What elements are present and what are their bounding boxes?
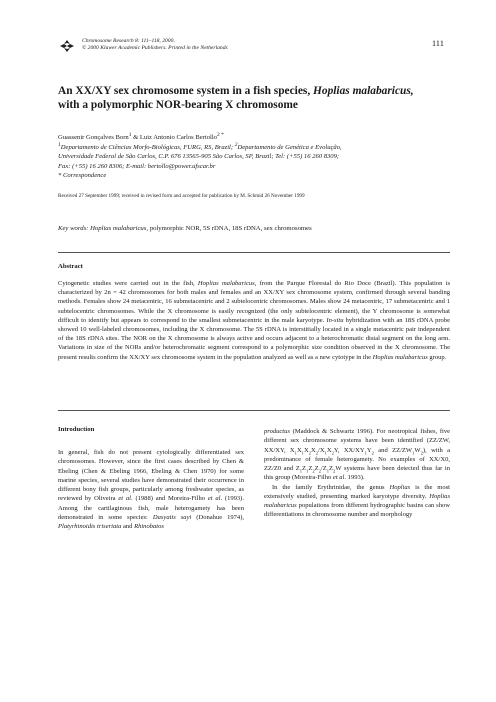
right-text: systems have been detected thus far in this group (Moreira-Filho [264,465,451,482]
correspondence-label: Correspondence [61,171,107,179]
abstract-heading: Abstract [58,263,83,270]
left-column [58,448,244,531]
abstract-text: Cytogenetic studies were carried out in the fish, [58,280,198,287]
right-text: (Maddock & Schwartz 1996). For neotropical fishes, five different sex chromosome systems have been identified (ZZ/ZW, XX/XY, X [264,428,450,454]
affiliation-1: Departamento de Ciências Morfo-Biológicas, FURG, RS, Brazil; [60,144,235,152]
correspondence-mark: * [58,171,62,179]
right-column [264,427,450,520]
intro-species: Platyrhinoidis triseriata [58,523,122,530]
divider-top [58,252,450,253]
keywords-label: Key words: [58,225,89,232]
intro-text: . (1988) and Moreira-Filho [131,495,208,503]
right-text: is the most extensively studied, presenting marked karyotype diversity. [264,483,450,500]
intro-paragraph [58,448,244,531]
affiliation-2: Departamento de Genética e Evolução, [237,144,342,152]
abstract-text: , from the Parque Florestal do Rio Doce (Brazil). This population is characterized by 2n = 42 chromosomes for both males and females and an XX/XY sex chromosome system, confirmed through several banding methods. Females show 24 metacentric, 16 submetacentric and 2 subtelocentric chromosomes. Males show 24 metacentric, 17 submetacentric and 1 subtelocentric chromosomes. While the X chromosome is easily recognized (the only subtelocentric element), the Y chromosome is somewhat difficult to identify but appears to correspond to the smallest submetacentric in the male karyotype. [58,280,450,324]
journal-citation: Chromosome Research 8: 111–118, 2000. [82,38,175,44]
intro-italic: et al [118,495,132,503]
page-number: 111 [431,38,444,48]
article-title [58,84,448,112]
intro-text: In general, fish do not present cytologically differentiated sex chromosomes. However, since the first cases described by Chen & Ebeling (Chen & Ebeling 1966, Ebeling & Chen 1970) for some marine species, several studies have demonstrated their occurrence in different bony fish groups, particularly among freshwater species, as reviewed by Oliveira [58,449,244,503]
copyright-line: © 2000 Kluwer Academic Publishers. Printed in the Netherlands [82,45,228,52]
right-species: Hoplias malabaricus [264,492,450,509]
abstract-body [58,279,450,362]
affiliations [58,141,453,180]
intro-species: Dasyatis sayi [152,513,192,521]
author-separator: & [131,134,140,142]
title-line2: with a polymorphic NOR-bearing X chromosome [58,99,298,111]
intro-text: . (1993). Among the cartilaginous fish, male heterogamety has been demonstrated in some species: [58,495,244,521]
affiliation-contact: Fax: (+55) 16 260 8306; E-mail: bertollo@power.ufscar.br [58,162,216,170]
title-line1: An XX/XY sex chromosome system in a fish species, [58,85,314,97]
author-name: Guassenir Gonçalves Born [58,134,129,142]
right-species: productus [264,428,290,435]
right-text: . 1993). [344,474,365,482]
right-paragraph-2 [264,483,450,520]
intro-text: (Donahue 1974), [191,513,245,521]
right-text: populations from different hydrographic basins can show differentiations in chromosome number and morphology [264,502,450,519]
title-species: Hoplias malabaricus, [313,85,414,97]
abstract-species: Hoplias malabaricus [197,280,255,287]
abstract-text: group. [427,353,447,361]
right-text: In the family Erythrinidae, the genus [272,483,390,491]
author-affiliation-mark: 2 * [216,132,224,138]
affiliation-mark: 2 [234,142,238,148]
right-paragraph-1: productus (Maddock & Schwartz 1996). For neotropical fishes, five different sex chromosome systems have been identified (ZZ/ZW, XX/XY, $X_1X_1X_2X_2/X_1X_2Y$, $XX/XY_1Y_2$ and $ZZ/ZW_1W_2$), with a predominance of female heterogamety. No examples of XX/X0, ZZ/Z0 and $Z_1Z_1Z_2Z_2/Z_1Z_2W$ systems have been detected thus far in this group (Moreira-Filho et al. 1993). [264,428,451,482]
journal-header [58,38,228,53]
abstract-text: hybridization with an 18S rDNA probe showed 10 well-labeled chromosomes, including the X chromosome. The 5S rDNA is interstitially located in a single metacentric pair independent of the 18S rDNA sites. The NOR on the X chromosome is always active and occurs adjacent to a heterochromatic distal segment on the long arm. Variations in size of the NORs and/or heterochromatic segment correspond to a polymorphic size condition observed in the X chromosome. The present results confirm the XX/XY sex chromosome system in the population analyzed as well as a new cytotype in the [58,316,450,361]
intro-text: and [121,523,135,530]
author-name: Luiz Antonio Carlos Bertollo [139,134,217,142]
affiliation-mark: 1 [58,142,61,148]
divider-bottom [58,410,450,411]
right-italic: et al [332,474,345,482]
introduction-heading: Introduction [58,426,95,433]
intro-species: Rhinobatos [134,523,164,530]
publisher-logo-icon [58,39,76,53]
keywords-list: , polymorphic NOR, 5S rDNA, 18S rDNA, sex chromosomes [146,225,312,232]
received-dates: Received 27 September 1999; received in revised form and accepted for publication by M. Schmid 26 November 1999 [58,193,305,199]
keywords [58,225,453,232]
author-affiliation-mark: 1 [128,132,132,138]
abstract-italic: In-situ [326,316,344,324]
keyword-species: Hoplias malabaricus [90,225,147,232]
intro-italic: et al [207,495,221,503]
abstract-species: Hoplias malabaricus [372,353,428,361]
right-genus: Hoplias [389,483,411,491]
affiliation-address: Universidade Federal de São Carlos, C.P. 676 13565-905 São Carlos, SP, Brazil; Tel: (+55) 16 260 8309; [58,153,340,161]
